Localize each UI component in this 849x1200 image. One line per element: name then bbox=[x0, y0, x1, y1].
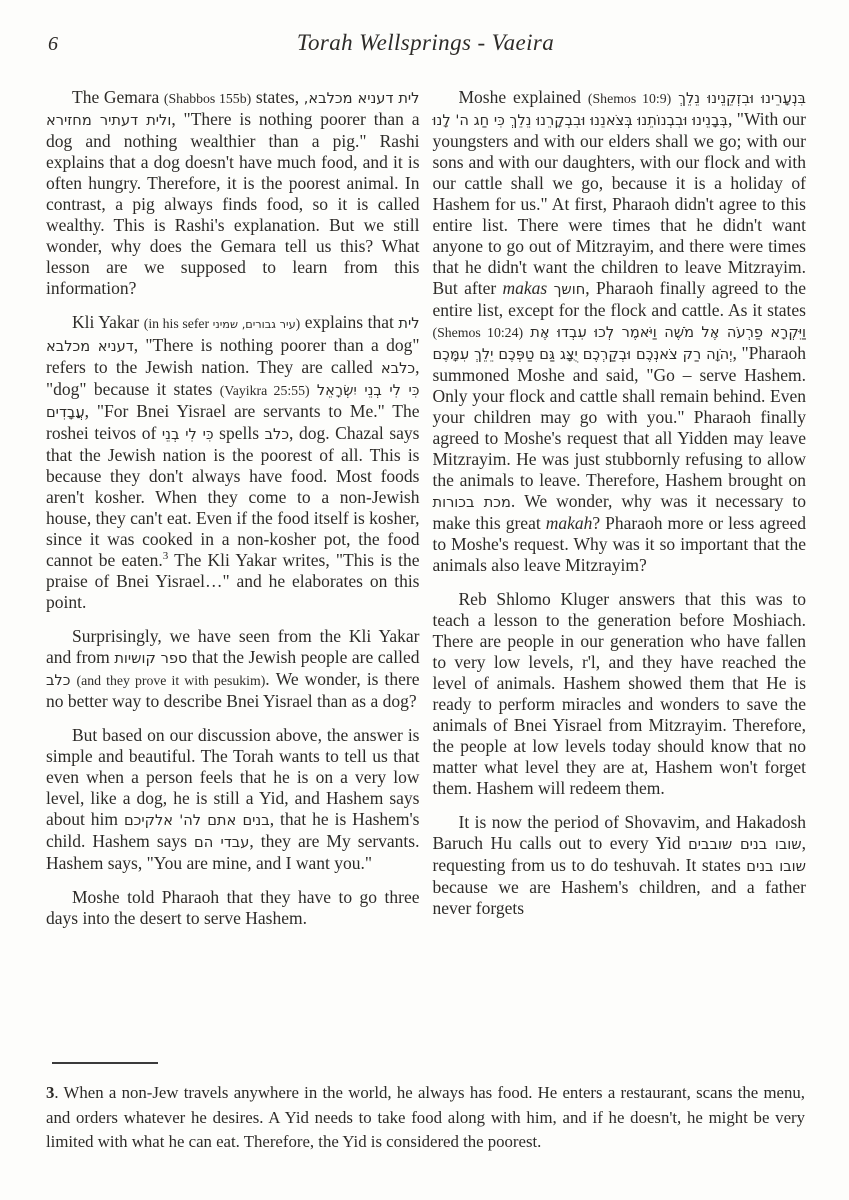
hebrew-text: כִּי לִי בְנֵי bbox=[161, 426, 214, 443]
footnote-separator-rule bbox=[52, 1062, 158, 1064]
text-segment: , "There is nothing poorer than a dog" refers to the Jewish nation. They are called bbox=[46, 335, 420, 377]
text-segment: Moshe told Pharaoh that they have to go three days into the desert to serve Hashem. bbox=[46, 887, 420, 928]
text-segment: But based on our discussion above, the answer is simple and beautiful. The Torah wants to tell us that even when a person feels that he is on a very low level, like a dog, he is still a Yid, and Hashem says about him bbox=[46, 725, 420, 829]
text-segment: The Gemara bbox=[72, 87, 164, 107]
paragraph bbox=[433, 589, 807, 799]
text-segment: , Pharaoh finally agreed to the entire list, except for the flock and cattle. As it states bbox=[432, 278, 806, 320]
footnote-container bbox=[46, 1081, 805, 1155]
text-segment: (in his sefer bbox=[143, 316, 213, 331]
text-segment: It is now the period of Shovavim, and Hakadosh Baruch Hu calls out to every Yid bbox=[432, 812, 806, 853]
left-column bbox=[46, 87, 420, 1055]
text-segment: , that he is Hashem's child. Hashem says bbox=[46, 809, 420, 851]
text-segment: , "dog" because it states bbox=[46, 357, 420, 399]
paragraph bbox=[46, 312, 420, 613]
text-segment: Kli Yakar bbox=[72, 312, 144, 332]
footnote-reference: 3 bbox=[162, 550, 169, 563]
hebrew-text: כלב bbox=[46, 672, 71, 689]
text-segment: . We wonder, why was it necessary to make this great bbox=[432, 491, 806, 533]
text-segment: , "There is nothing poorer than a dog and nothing wealthier than a pig." Rashi explains that a dog doesn't have much food, and it is often hungry. Therefore, it is the poorest animal. In contrast, a pig always finds food, so it is called wealthy. This is Rashi's explanation. But we still wonder, why does the Gemara tell us this? What lesson are we supposed to learn from this information? bbox=[46, 109, 420, 298]
hebrew-text: שובו בנים bbox=[746, 858, 806, 875]
hebrew-text: חושך bbox=[553, 281, 586, 298]
hebrew-text: לית דעניא מכלבא bbox=[46, 315, 420, 355]
text-segment: (Shemos 10:24) bbox=[432, 325, 524, 340]
hebrew-text: ספר קושיות bbox=[114, 650, 188, 667]
text-segment: explains that bbox=[300, 312, 399, 332]
hebrew-text: כלבא bbox=[380, 360, 416, 377]
text-segment: ? Pharaoh more or less agreed to Moshe's request. Why was it so important that the animals also leave Mitzrayim? bbox=[432, 513, 806, 575]
hebrew-text: וַיִּקְרָא פַרְעֹה אֶל מֹשֶׁה וַיֹּאמֶר לְכוּ עִבְדוּ אֶת יְהֹוָה רַק צֹאנְכֶם וּבְקַרְכֶם יֻצָּג גַּם טַפְּכֶם יֵלֵךְ עִמָּכֶם bbox=[432, 324, 806, 363]
text-segment: (Shabbos 155b) bbox=[163, 91, 252, 106]
text-segment: (and they prove it with pesukim) bbox=[76, 673, 266, 688]
hebrew-text: לית דעניא מכלבא, ולית דעתיר מחזירא bbox=[46, 90, 420, 129]
text-segment: The Kli Yakar writes, "This is the praise of Bnei Yisrael…" and he elaborates on this point. bbox=[46, 550, 420, 612]
hebrew-text: בנים אתם לה' אלקיכם bbox=[123, 812, 270, 829]
text-segment: , they are My servants. Hashem says, "You are mine, and I want you." bbox=[46, 831, 420, 873]
text-segment: states, bbox=[251, 87, 304, 107]
text-segment: Reb Shlomo Kluger answers that this was to teach a lesson to the generation before Moshiach. There are people in our generation who have fallen to very low levels, r'l, and they have reached the level of animals. Hashem showed them that He is ready to perform miracles and wonders to save the animals of Bnei Yisrael from Mitzrayim. Therefore, the people at low levels today should know that no matter what level they are at, Hashem won't forget them. Hashem will redeem them. bbox=[432, 589, 806, 798]
text-segment: ) bbox=[295, 316, 301, 331]
text-segment: because we are Hashem's children, and a father never forgets bbox=[432, 877, 806, 918]
hebrew-text: מכת בכורות bbox=[432, 494, 511, 511]
text-segment: that the Jewish people are called bbox=[187, 647, 420, 667]
hebrew-text: עיר גבורים, שמיני bbox=[212, 318, 296, 331]
text-segment: 3 bbox=[46, 1083, 55, 1102]
text-segment: (Vayikra 25:55) bbox=[219, 383, 310, 398]
text-segment: Moshe explained bbox=[458, 87, 588, 107]
hebrew-text: בִּנְעָרֵינוּ וּבִזְקֵנֵינוּ נֵלֵךְ בְּבָנֵינוּ וּבִבְנוֹתֵנוּ בְּצֹאנֵנוּ וּבִבְקָרֵנוּ נֵלֵךְ כִּי חַג ה' לָנוּ bbox=[432, 90, 806, 129]
hebrew-text: שובו בנים שובבים bbox=[688, 836, 802, 853]
page-title: Torah Wellsprings - Vaeira bbox=[296, 30, 555, 55]
two-column-body bbox=[46, 87, 806, 1055]
page-header bbox=[46, 30, 805, 62]
text-segment: . When a non-Jew travels anywhere in the world, he always has food. He enters a restaurant, scans the menu, and orders whatever he desires. A Yid needs to take food along with him, and if he doesn't, he might be very limited with what he can eat. Therefore, the Yid is considered the poorest. bbox=[46, 1083, 805, 1151]
page-number: 6 bbox=[48, 33, 58, 55]
paragraph bbox=[46, 725, 420, 874]
paragraph bbox=[46, 87, 420, 299]
text-segment: (Shemos 10:9) bbox=[587, 91, 672, 106]
text-segment: , requesting from us to do teshuvah. It states bbox=[432, 833, 806, 875]
paragraph bbox=[433, 87, 807, 576]
hebrew-text: עבדי הם bbox=[194, 834, 250, 851]
text-segment bbox=[310, 379, 317, 399]
text-segment: makas bbox=[502, 278, 548, 298]
hebrew-text: כלב bbox=[264, 426, 290, 443]
text-segment: , "With our youngsters and with our elders shall we go; with our sons and with our daughters, with our flock and with our cattle shall we go, because it is a holiday of Hashem for us." At first, Pharaoh didn't agree to this entire list. There were times that he didn't want anyone to go out of Mitzrayim, and there were times that he didn't want the children to leave Mitzrayim. But after bbox=[432, 109, 806, 298]
footnote-paragraph bbox=[46, 1081, 805, 1155]
paragraph bbox=[46, 626, 420, 712]
footnote-area bbox=[46, 1062, 805, 1155]
paragraph bbox=[433, 812, 807, 919]
hebrew-text: כִּי לִי בְנֵי יִשְׂרָאֵל עֲבָדִים bbox=[46, 382, 420, 421]
text-segment: Surprisingly, we have seen from the Kli Yakar and from bbox=[46, 626, 420, 667]
text-segment: makah bbox=[545, 513, 593, 533]
right-column bbox=[433, 87, 807, 1055]
text-segment: spells bbox=[213, 423, 265, 443]
text-segment: , "Pharaoh summoned Moshe and said, "Go – serve Hashem. Only your flock and cattle shall remain behind. Even your children may go with you." Pharaoh finally agreed to Moshe's request that all Yidden may leave Mitzrayim. He was just stubbornly refusing to allow the animals to leave. Therefore, Hashem brought on bbox=[432, 343, 806, 490]
text-segment: . We wonder, is there no better way to describe Bnei Yisrael than as a dog? bbox=[46, 669, 420, 711]
paragraph bbox=[46, 887, 420, 929]
text-segment: , dog. Chazal says that the Jewish nation is the poorest of all. This is because they don't always have food. Most foods aren't kosher. When they come to a non-Jewish house, they can't eat. Even if the food itself is kosher, since it was cooked in a non-kosher pot, the food cannot be eaten. bbox=[46, 423, 420, 570]
text-segment: , "For Bnei Yisrael are servants to Me." The roshei teivos of bbox=[46, 401, 420, 443]
